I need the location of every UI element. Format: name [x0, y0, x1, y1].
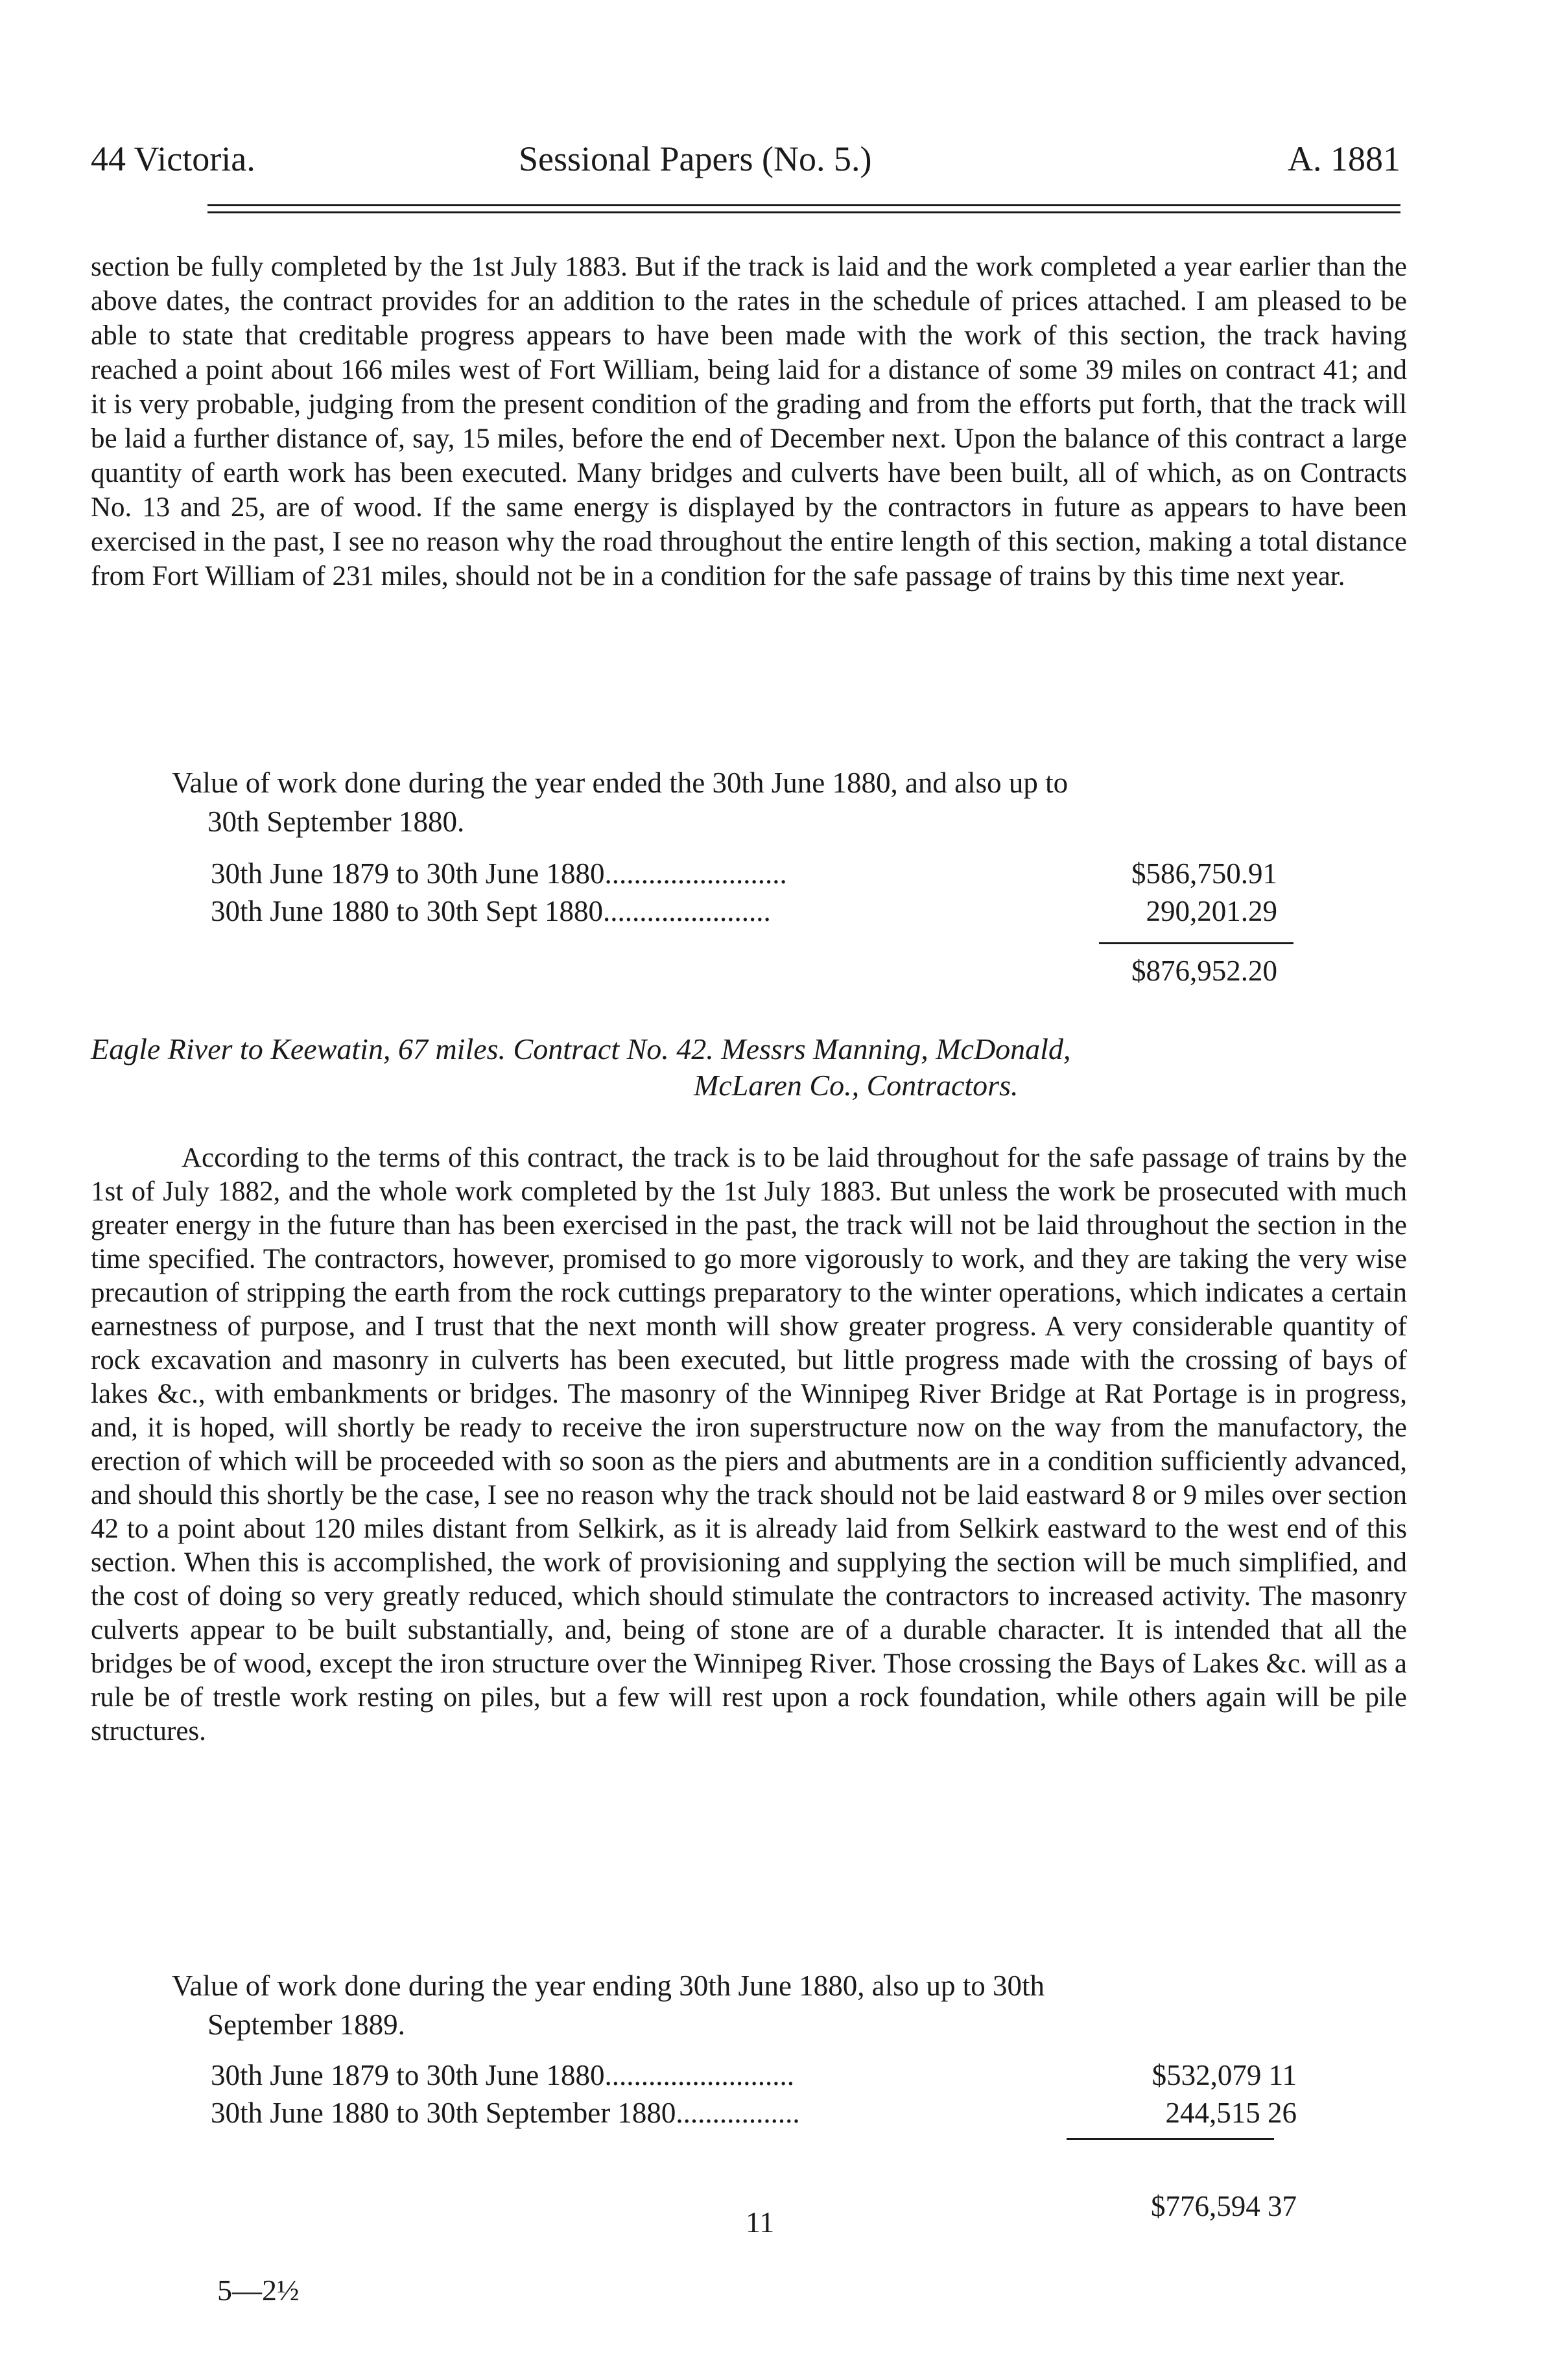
paragraph-text: section be fully completed by the 1st July 1883. But if the track is laid and the work completed a year earlier than the above dates, the contract provides for an addition to the rates in the schedule of prices attached. I am pleased to be able to state that creditable progress appears to have been made with the work of this section, the track having reached a point about 166 miles west of Fort William, being laid for a distance of some 39 miles on contract 41; and it is very probable, judging from the present condition of the grading and from the efforts put forth, that the track will be laid a further distance of, say, 15 miles, before the end of December next. Upon the balance of this contract a large quantity of earth work has been executed. Many bridges and culverts have been built, all of which, as on Contracts No. 13 and 25, are of wood. If the same energy is displayed by the contractors in future as appears to have been exercised in the past, I see no reason why the road throughout the entire length of this section, making a total distance from Fort William of 231 miles, should not be in a condition for the safe passage of trains by this time next year. — [91, 252, 1407, 591]
value-row-label: 30th June 1880 to 30th Sept 1880....................... — [211, 895, 771, 927]
section-heading-contract-42 — [91, 1031, 1407, 1104]
value-total: $876,952.20 — [1131, 955, 1277, 987]
paragraph-text: According to the terms of this contract, the track is to be laid throughout for the safe passage of trains by the 1st of July 1882, and the whole work completed by the 1st July 1883. But unless the work be prosecuted with much greater energy in the future than has been exercised in the past, the track will not be laid throughout the section in the time specified. The contractors, however, promised to go more vigorously to work, and they are taking the very wise precaution of stripping the earth from the rock cuttings preparatory to the winter operations, which indicates a certain earnestness of purpose, and I trust that the next month will show greater progress. A very considerable quantity of rock excavation and masonry in culverts has been executed, but little progress made with the crossing of bays of lakes &c., with embankments or bridges. The masonry of the Winnipeg River Bridge at Rat Portage is in progress, and, it is hoped, will shortly be ready to receive the iron superstructure now on the way from the manufactory, the erection of which will be proceeded with so soon as the piers and abutments are in a condition sufficiently advanced, and should this shortly be the case, I see no reason why the track should not be laid eastward 8 or 9 miles over section 42 to a point about 120 miles distant from Selkirk, as it is already laid from Selkirk eastward to the west end of this section. When this is accomplished, the work of provisioning and supplying the section will be much simplified, and the cost of doing so very greatly reduced, which should stimulate the contractors to increased activity. The masonry culverts appear to be built substantially, and, being of stone are of a durable character. It is intended that all the bridges be of wood, except the iron structure over the Winnipeg River. Those crossing the Bays of Lakes &c. will as a rule be of trestle work resting on piles, but a few will rest upon a rock foundation, while others again will be pile structures. — [91, 1143, 1407, 1746]
paragraph-section-42 — [91, 1141, 1407, 1748]
value-row — [172, 894, 1407, 931]
value-row-label: 30th June 1880 to 30th September 1880................. — [211, 2097, 800, 2129]
sheet-signature: 5—2½ — [217, 2274, 300, 2307]
value-row-amount: $586,750.91 — [1131, 857, 1277, 890]
total-rule — [1099, 942, 1293, 944]
header-rule-bottom — [207, 211, 1400, 213]
paragraph-section-41 — [91, 250, 1407, 593]
value-row — [172, 856, 1407, 894]
section-heading-line: Eagle River to Keewatin, 67 miles. Contract No. 42. Messrs Manning, McDonald, — [91, 1032, 1071, 1065]
header-volume: 44 Victoria. — [91, 139, 255, 178]
value-intro-line: Value of work done during the year ending 30th June 1880, also up to 30th — [172, 1969, 1045, 2002]
value-intro-line: 30th September 1880. — [207, 805, 465, 838]
section-heading-line: McLaren Co., Contractors. — [694, 1069, 1019, 1102]
value-intro-line: Value of work done during the year ended the 30th June 1880, and also up to — [172, 767, 1069, 799]
value-row-label: 30th June 1879 to 30th June 1880......................... — [211, 857, 787, 890]
value-intro-line: September 1889. — [207, 2008, 405, 2041]
header-series: Sessional Papers (No. 5.) — [519, 139, 872, 178]
running-header — [91, 133, 1400, 185]
value-row-label: 30th June 1879 to 30th June 1880.......................... — [211, 2059, 794, 2091]
header-year: A. 1881 — [1288, 139, 1400, 178]
value-row-amount: 290,201.29 — [1146, 895, 1277, 927]
value-row — [172, 2058, 1407, 2095]
value-row-amount: 244,515 26 — [1165, 2097, 1297, 2129]
value-summary-1 — [172, 765, 1407, 987]
page-number: 11 — [746, 2206, 775, 2239]
value-summary-2 — [172, 1968, 1407, 2222]
header-rule-top — [207, 204, 1400, 206]
value-total: $776,594 37 — [1151, 2190, 1297, 2222]
value-row — [172, 2095, 1407, 2133]
total-rule — [1067, 2138, 1274, 2140]
value-row-amount: $532,079 11 — [1151, 2059, 1297, 2091]
